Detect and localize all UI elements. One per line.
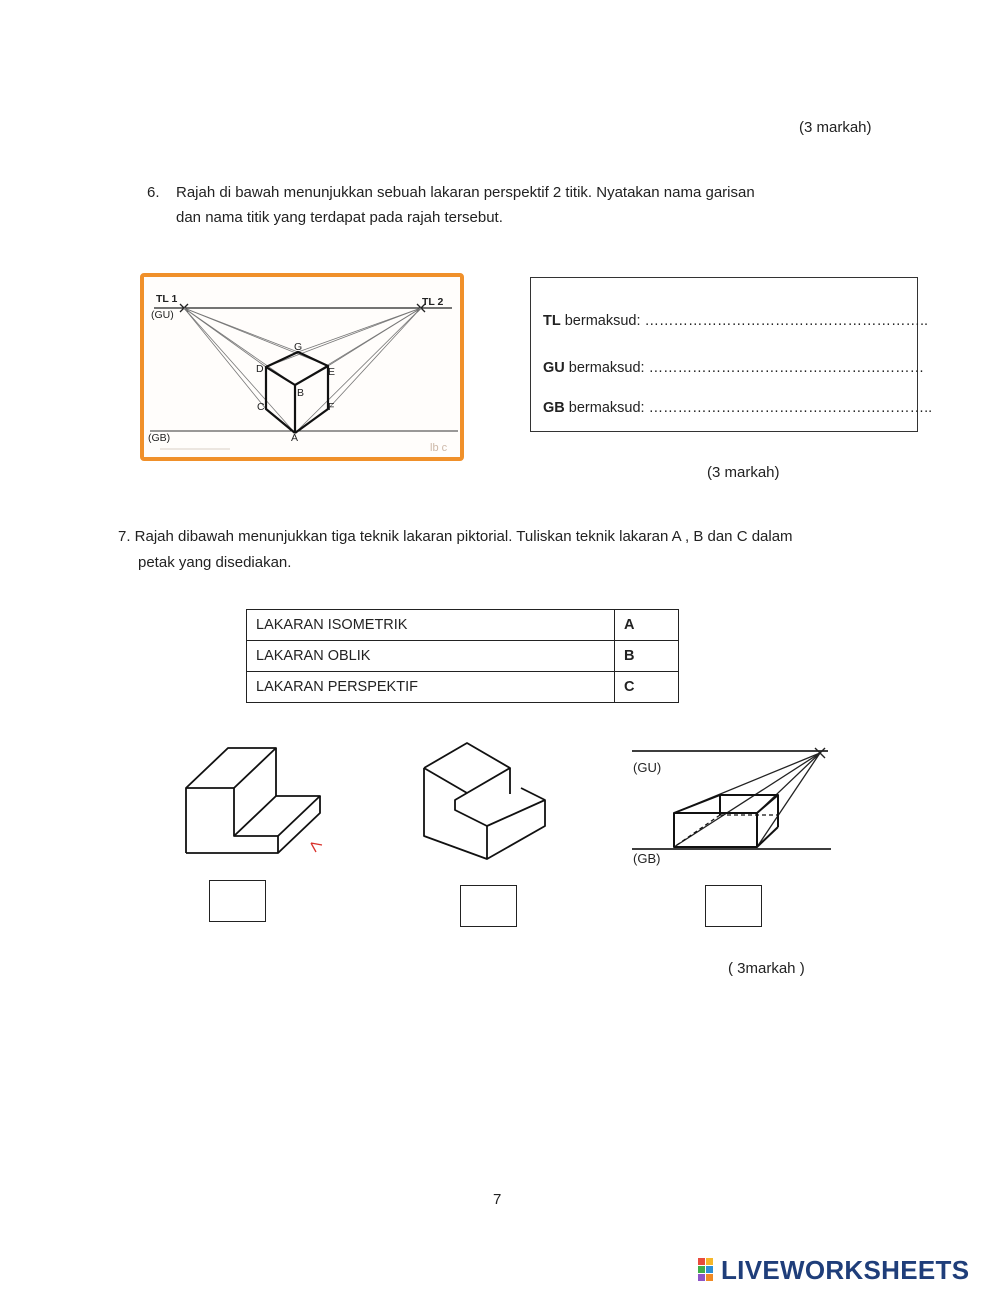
key-cell: B [615,641,679,672]
fig6-label-gb: (GB) [148,432,171,444]
q6-definitions-box [530,277,933,432]
fig6-point-b: B [297,387,305,399]
technique-cell: LAKARAN ISOMETRIK [247,610,615,641]
q7-technique-table [246,609,679,703]
q7-marks: ( 3markah ) [728,960,805,977]
liveworksheets-logo[interactable] [698,1256,969,1284]
q7-text-line2: petak yang disediakan. [138,554,292,571]
answer-box-3[interactable] [705,885,762,927]
fig7-label-gu: (GU) [633,760,662,775]
liveworksheets-logo-icon [698,1258,718,1282]
isometric-step-drawing [418,738,550,864]
q6-text-line1: Rajah di bawah menunjukkan sebuah lakaran perspektif 2 titik. Nyatakan nama garisan [176,184,755,201]
fig6-label-tl2: TL 2 [422,296,444,308]
two-point-perspective-figure [140,273,464,461]
q6-marks: (3 markah) [707,464,780,481]
q6-marks-top: (3 markah) [799,119,872,136]
answer-box-1[interactable] [209,880,266,922]
oblique-step-drawing [180,740,330,865]
svg-text:lb c: lb c [430,442,448,454]
key-cell: A [615,610,679,641]
fig6-point-e: E [328,366,336,378]
q6-text-line2: dan nama titik yang terdapat pada rajah tersebut. [176,209,503,226]
table-row [247,610,679,641]
definition-tl[interactable]: TL bermaksud: ………………………………………………….. [543,313,929,329]
technique-cell: LAKARAN OBLIK [247,641,615,672]
table-row [247,641,679,672]
fig6-point-g: G [294,341,303,353]
fig6-point-a: A [291,432,299,444]
definition-gu[interactable]: GU bermaksud: ………………………………………………… [543,360,925,376]
fig6-point-c: C [257,401,265,413]
fig6-label-gu: (GU) [151,309,174,321]
answer-box-2[interactable] [460,885,517,927]
key-cell: C [615,672,679,703]
q6-number: 6. [147,184,160,201]
fig6-point-d: D [256,363,264,375]
perspective-drawing [628,742,833,867]
q7-text-line1: 7. Rajah dibawah menunjukkan tiga teknik lakaran piktorial. Tuliskan teknik lakaran A , B dan C dalam [118,528,793,545]
fig6-point-f: F [328,401,335,413]
definition-gb[interactable]: GB bermaksud: ………………………………………………….. [543,400,933,416]
liveworksheets-logo-text: LIVEWORKSHEETS [721,1254,970,1285]
page-number: 7 [493,1191,502,1208]
technique-cell: LAKARAN PERSPEKTIF [247,672,615,703]
table-row [247,672,679,703]
fig6-label-tl1: TL 1 [156,293,178,305]
fig7-label-gb: (GB) [633,851,661,866]
